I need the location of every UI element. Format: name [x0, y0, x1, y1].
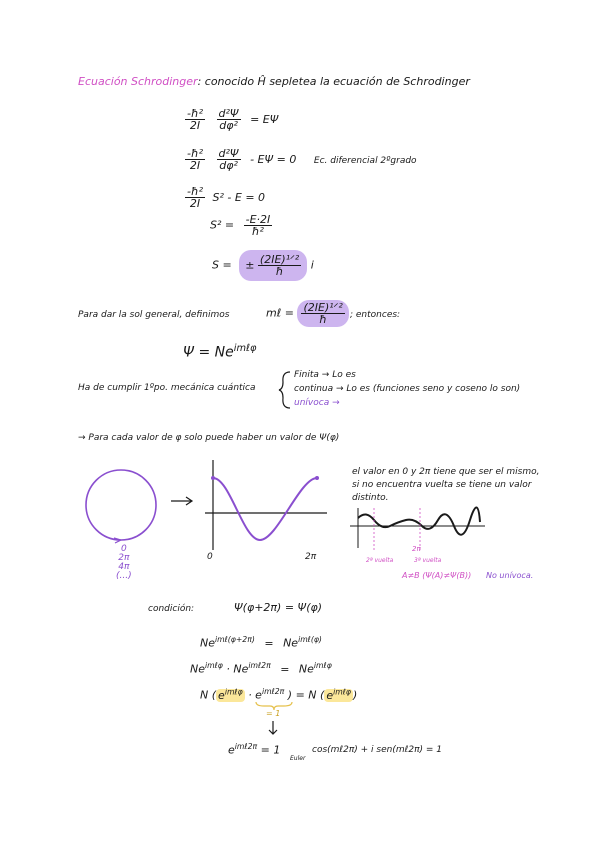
- general-text: Para dar la sol general, definimos: [78, 310, 230, 320]
- eq2-lhs-frac: $\frac{\text{-ħ²}}{2I}$: [187, 147, 204, 172]
- step-3: N ( $e^{im\ell\varphi} \cdot e^{im\ell 2\pi}$ ) = N ( $e^{im\ell\varphi}$ ): [200, 687, 358, 702]
- heading: [78, 76, 470, 87]
- step-1: $Ne^{im\ell(\varphi+2\pi)} = Ne^{im\ell(\varphi)}$: [200, 635, 322, 650]
- psi-general: $\Psi = Ne^{im\ell\varphi}$: [183, 343, 257, 361]
- eq1-rhs: = EΨ: [250, 112, 279, 126]
- circle-diagram: [84, 468, 158, 542]
- condition-finita: Finita → Lo es: [294, 370, 356, 380]
- equation-3: [185, 186, 265, 209]
- circle-labels: 0 2π 4π (...): [116, 544, 132, 581]
- equation-4: [210, 214, 272, 237]
- graph-note-3: distinto.: [352, 493, 389, 503]
- cosine-graph: [205, 460, 330, 555]
- equation-1: [185, 108, 278, 131]
- right-arrow-icon: [170, 496, 194, 506]
- univoca-explanation: → Para cada valor de φ solo puede haber un valor de Ψ(φ): [78, 433, 340, 443]
- condition-label: condición:: [148, 604, 195, 614]
- heading-title: Ecuación Schrodinger: [78, 75, 198, 88]
- cosine-x0: 0: [207, 552, 213, 562]
- condition-univoca: unívoca →: [294, 398, 340, 408]
- graph-note-1: el valor en 0 y 2π tiene que ser el mismo,: [352, 467, 540, 477]
- step-4-rhs: cos(mℓ2π) + i sen(mℓ2π) = 1: [312, 745, 442, 755]
- wave2-label-c: 3ª vuelta: [414, 557, 442, 564]
- graph-note-2: si no encuentra vuelta se tiene un valor: [352, 480, 532, 490]
- euler-label: Euler: [290, 755, 306, 762]
- step-2: $Ne^{im\ell\varphi} \cdot Ne^{im\ell 2\pi} = Ne^{im\ell\varphi}$: [190, 661, 332, 676]
- eq1-deriv-frac: $\frac{\text{d²Ψ}}{\text{dφ²}}$: [218, 107, 239, 132]
- conditions-brace: [278, 370, 292, 410]
- down-arrow-icon: [268, 720, 278, 736]
- condition-equation: Ψ(φ+2π) = Ψ(φ): [234, 601, 323, 614]
- eq3-lhs-frac: $\frac{\text{-ħ²}}{2I}$: [187, 185, 204, 210]
- eq5-i: i: [310, 258, 314, 272]
- wave2-label-d: A≠B (Ψ(A)≠Ψ(B)): [402, 571, 472, 580]
- eq3-rhs: S² - E = 0: [212, 190, 266, 204]
- wave2-label-e: No unívoca.: [486, 571, 534, 580]
- equation-5: [212, 250, 314, 281]
- step-4: $e^{im\ell 2\pi} = 1$: [228, 742, 281, 757]
- eq4-frac: $\frac{-E\cdot 2I}{\text{ħ²}}$: [245, 213, 271, 238]
- equation-2: [185, 148, 417, 171]
- wave2-label-b: 2π: [412, 545, 421, 553]
- heading-subtitle: : conocido Ĥ sepletea la ecuación de Schrodinger: [197, 75, 470, 88]
- eq2-note: Ec. diferencial 2ºgrado: [313, 155, 417, 166]
- wave2-label-a: 2ª vuelta: [366, 557, 394, 564]
- condition-continua: continua → Lo es (funciones seno y coseno lo son): [294, 384, 521, 394]
- underbrace-label: = 1: [266, 709, 281, 718]
- eq5-highlight: ± $\frac{\text{(2IE)¹ᐟ²}}{ħ}$: [239, 250, 307, 281]
- eq5-lhs: S =: [212, 258, 232, 272]
- cosine-x1: 2π: [305, 552, 317, 562]
- eq4-lhs: S² =: [210, 218, 235, 232]
- ml-definition: mℓ = $\frac{\text{(2IE)¹ᐟ²}}{ħ}$: [266, 300, 349, 327]
- conditions-lead: Ha de cumplir 1ºpo. mecánica cuántica: [78, 383, 256, 393]
- eq2-rhs: - EΨ = 0: [250, 152, 297, 166]
- eq1-lhs-frac: $\frac{\text{-ħ²}}{2I}$: [187, 107, 204, 132]
- general-then: ; entonces:: [350, 310, 401, 320]
- eq2-deriv-frac: $\frac{\text{d²Ψ}}{\text{dφ²}}$: [218, 147, 239, 172]
